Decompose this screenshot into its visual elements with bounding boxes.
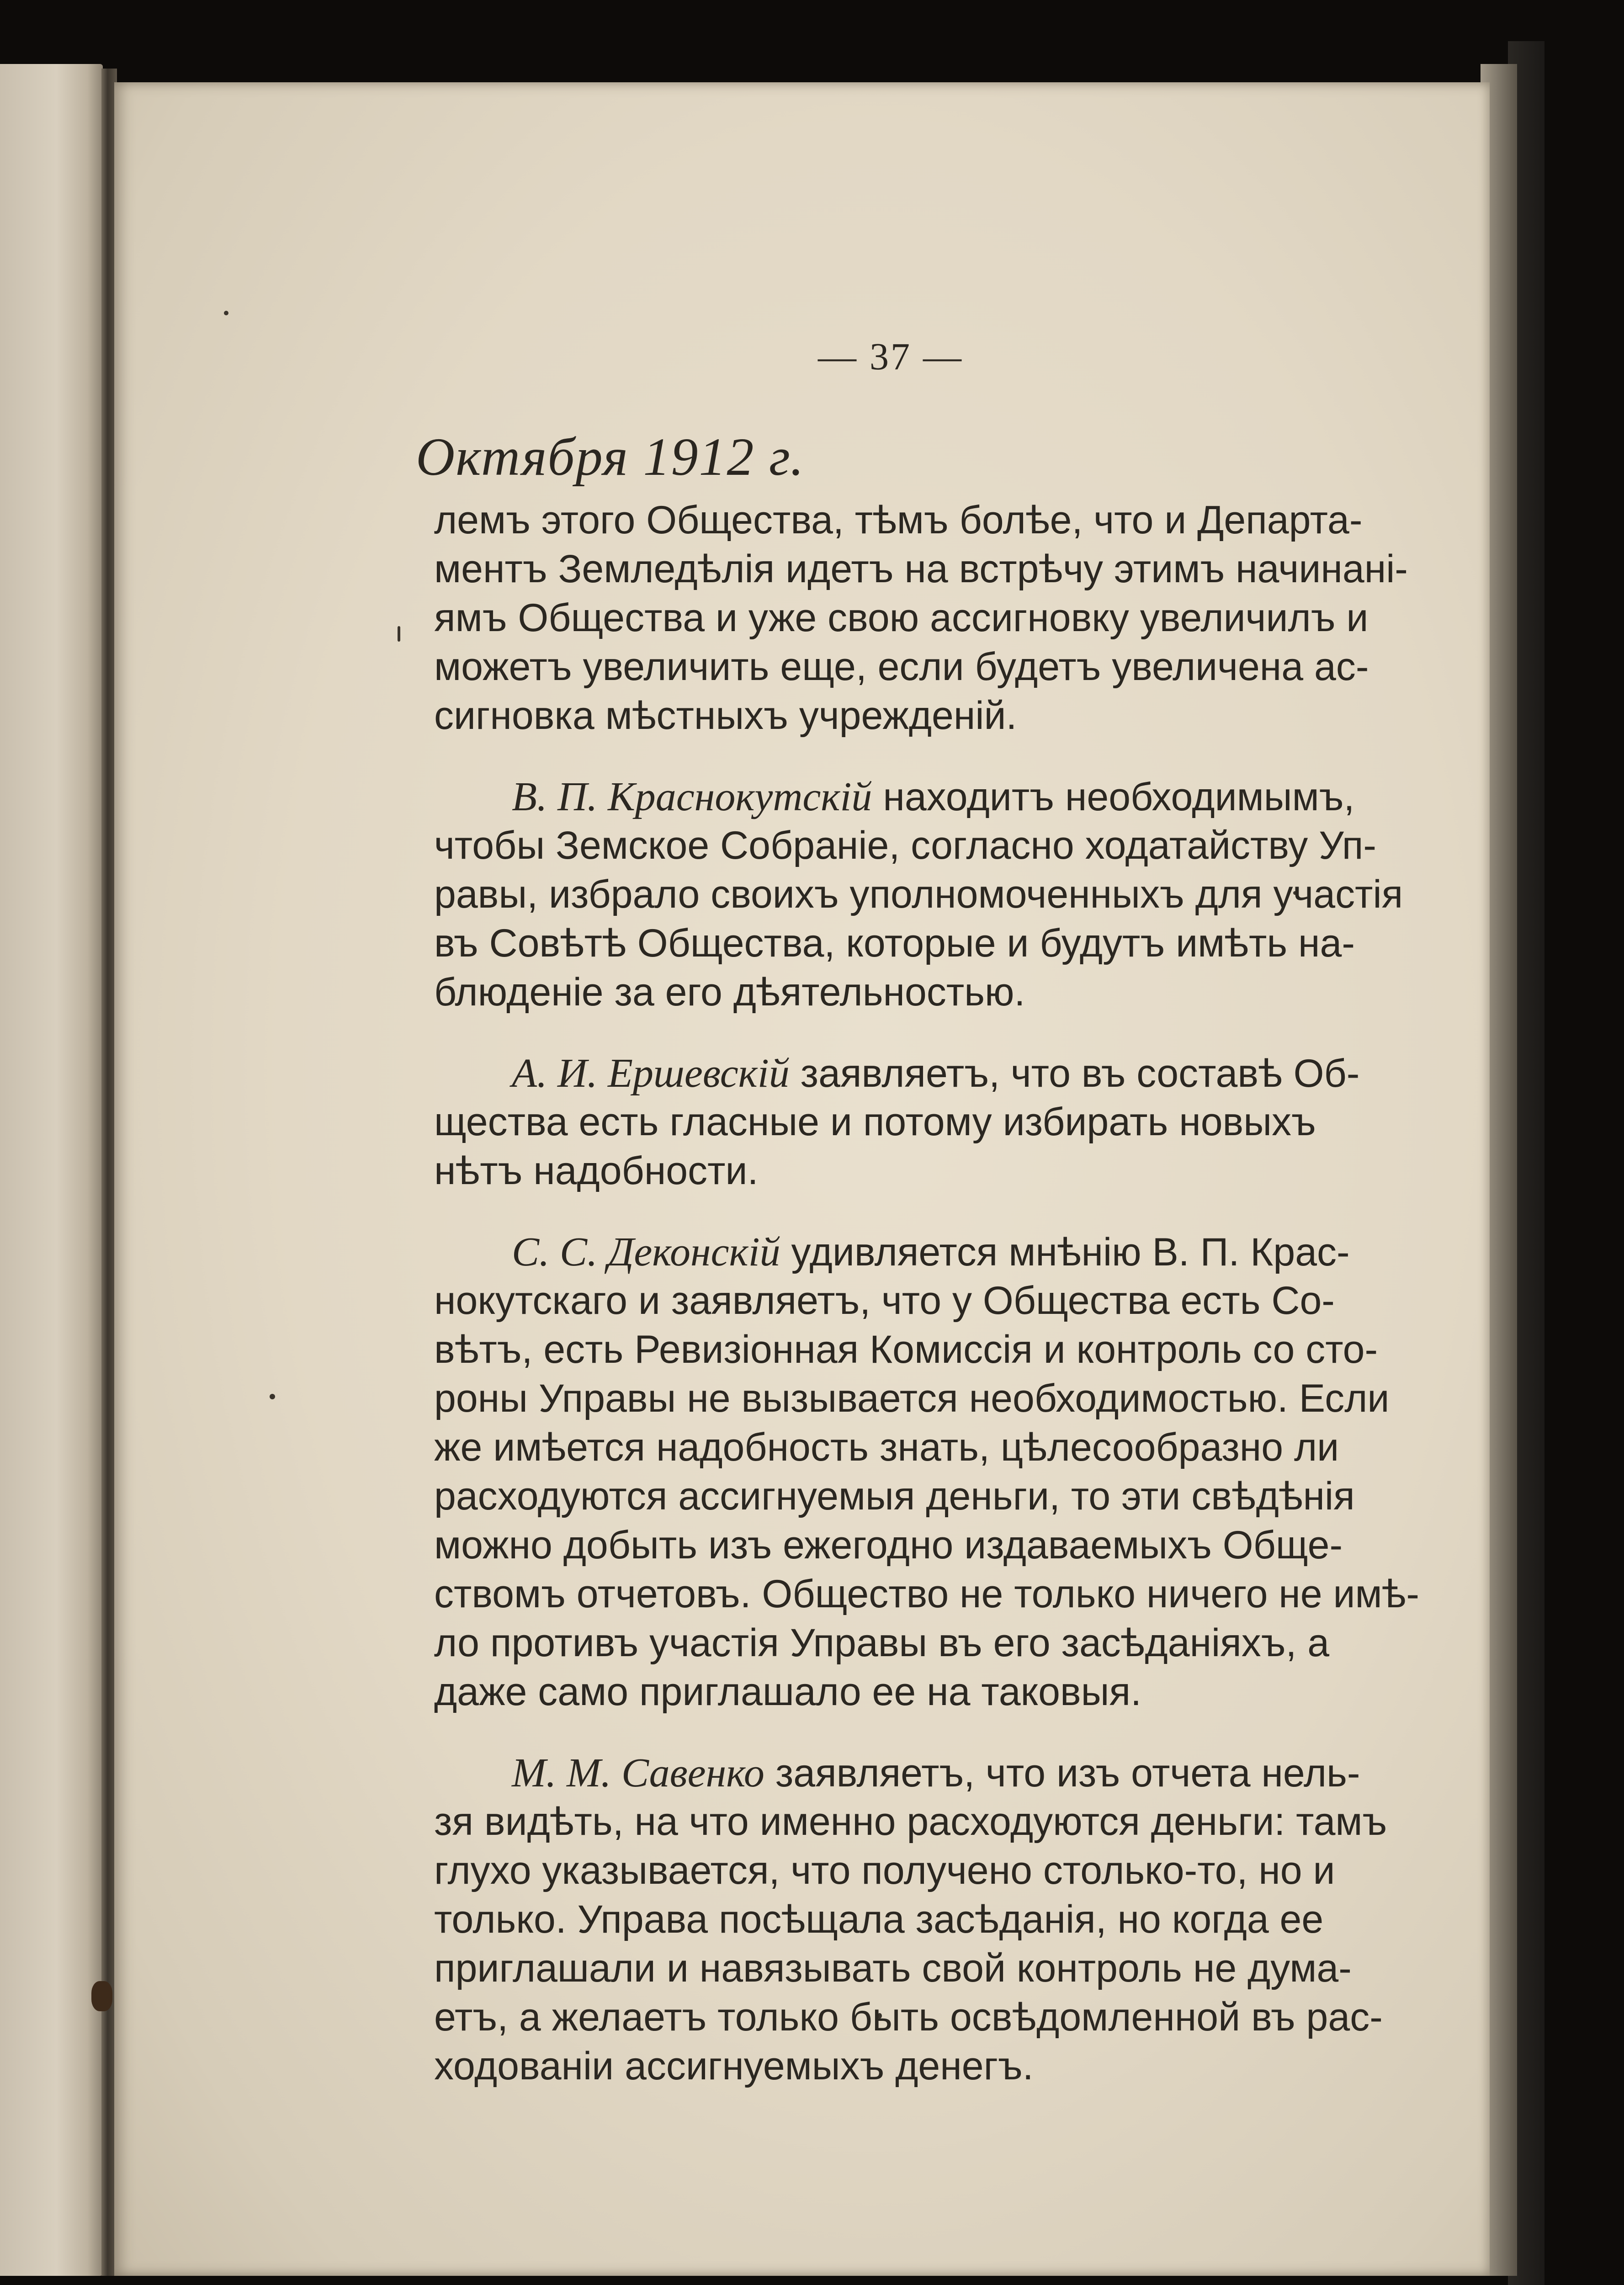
text-line: ствомъ отчетовъ. Общество не только ничего не имѣ- <box>434 1572 1420 1616</box>
text-fragment: удивляется мнѣнію В. П. Крас- <box>780 1230 1350 1274</box>
text-line: даже само приглашало ее на таковыя. <box>434 1670 1141 1714</box>
text-line: зя видѣть, на что именно расходуются деньги: тамъ <box>434 1800 1387 1844</box>
speaker-name: А. И. Ершевскій <box>512 1051 790 1096</box>
text-line: расходуются ассигнуемыя деньги, то эти свѣдѣнія <box>434 1474 1355 1518</box>
text-fragment: находитъ необходимымъ, <box>872 775 1355 819</box>
text-line: нокутскаго и заявляетъ, что у Общества есть Со- <box>434 1279 1335 1323</box>
text-line: нѣтъ надобности. <box>434 1149 759 1193</box>
text-line: чтобы Земское Собраніе, согласно ходатайству Уп- <box>434 824 1377 867</box>
margin-mark <box>398 626 400 642</box>
page-number: — 37 — <box>818 335 963 378</box>
text-line: етъ, а желаетъ только быть освѣдомленной въ рас- <box>434 1995 1383 2039</box>
paragraph-first-line <box>434 1228 1385 1276</box>
text-line: же имѣется надобность знать, цѣлесообразно ли <box>434 1425 1339 1469</box>
text-line: можно добыть изъ ежегодно издаваемыхъ Обще- <box>434 1523 1343 1567</box>
body-text <box>434 496 1420 2091</box>
left-facing-page <box>0 64 103 2276</box>
text-line: ментъ Земледѣлія идетъ на встрѣчу этимъ начинані- <box>434 547 1408 591</box>
speaker-name: В. П. Краснокутскій <box>512 774 872 819</box>
text-line: приглашали и навязывать свой контроль не дума- <box>434 1946 1352 1990</box>
paragraph-first-line <box>434 772 1385 821</box>
speaker-name: М. М. Савенко <box>512 1750 764 1796</box>
text-line: ямъ Общества и уже свою ассигновку увеличилъ и <box>434 596 1369 640</box>
text-line: глухо указывается, что получено столько-то, но и <box>434 1849 1335 1892</box>
text-line: можетъ увеличить еще, если будетъ увеличена ас- <box>434 645 1369 689</box>
text-fragment: заявляетъ, что въ составѣ Об- <box>789 1052 1360 1095</box>
paper-speck <box>224 311 228 315</box>
text-line: ходованіи ассигнуемыхъ денегъ. <box>434 2044 1034 2088</box>
text-line: щества есть гласные и потому избирать новыхъ <box>434 1100 1316 1144</box>
text-line: вѣтъ, есть Ревизіонная Комиссія и контроль со сто- <box>434 1328 1378 1371</box>
date-heading: Октября 1912 г. <box>416 427 805 487</box>
text-line: въ Совѣтѣ Общества, которые и будутъ имѣть на- <box>434 921 1355 965</box>
binding-thread-mark <box>91 1981 112 2011</box>
text-line: роны Управы не вызывается необходимостью. Если <box>434 1376 1390 1420</box>
text-line: сигновка мѣстныхъ учрежденій. <box>434 694 1017 738</box>
text-line: только. Управа посѣщала засѣданія, но когда ее <box>434 1897 1324 1941</box>
paragraph-first-line <box>434 1748 1385 1797</box>
paper-speck <box>270 1394 275 1399</box>
text-line: ло противъ участія Управы въ его засѣданіяхъ, а <box>434 1621 1330 1665</box>
speaker-name: С. С. Деконскій <box>512 1229 780 1275</box>
paragraph-first-line <box>434 1049 1385 1098</box>
text-line: лемъ этого Общества, тѣмъ болѣе, что и Департа- <box>434 498 1363 542</box>
text-line: блюденіе за его дѣятельностью. <box>434 970 1025 1014</box>
text-line: равы, избрало своихъ уполномоченныхъ для участія <box>434 872 1403 916</box>
text-fragment: заявляетъ, что изъ отчета нель- <box>764 1751 1360 1795</box>
